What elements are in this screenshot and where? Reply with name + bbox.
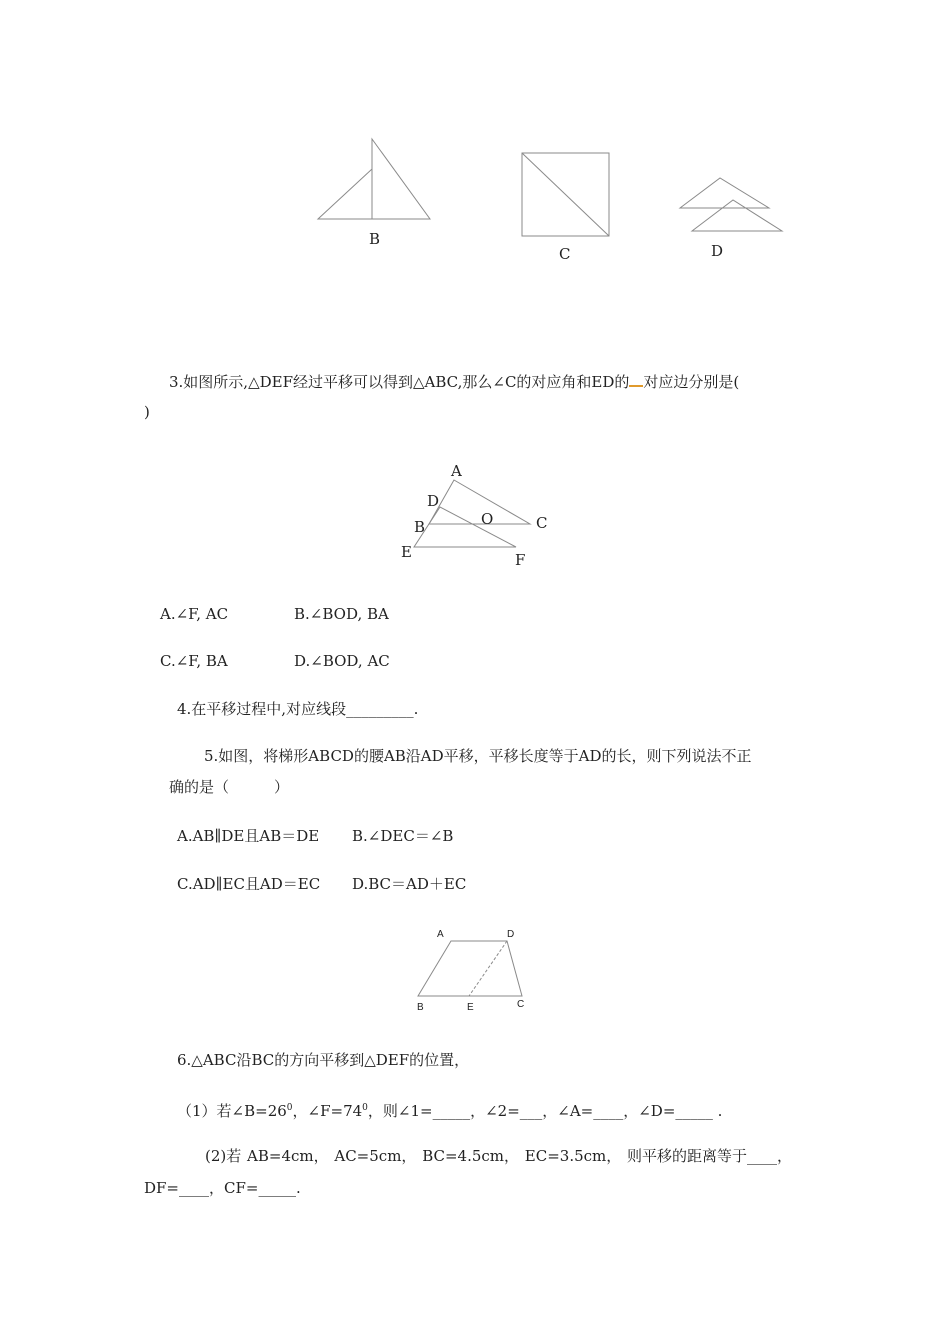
q3-option-d: D.∠BOD, AC <box>294 652 390 670</box>
q3-label-e: E <box>401 543 412 561</box>
q5-label-b: B <box>417 1002 424 1013</box>
q3-label-f: F <box>515 551 526 569</box>
q6-part2-line1: (2)若 AB=4cm， AC=5cm， BC=4.5cm， EC=3.5cm， 则平移的距离等于____， <box>205 1147 793 1165</box>
figure-b-label: B <box>369 230 381 248</box>
q3-text-after: 对应边分别是( <box>643 373 740 391</box>
q4-question: 4.在平移过程中,对应线段_________. <box>177 700 419 718</box>
q5-option-b: B.∠DEC＝∠B <box>352 827 454 845</box>
q6-part1-c: ，则∠1=_____，∠2=___，∠A=____，∠D=_____ . <box>367 1102 723 1120</box>
q5-option-c: C.AD∥EC且AD＝EC <box>177 875 321 893</box>
degree-sup-2: 0 <box>362 1103 368 1113</box>
q3-option-b: B.∠BOD, BA <box>294 605 389 623</box>
figure-c-label: C <box>559 245 571 263</box>
q6-part1-a: （1）若∠B=26 <box>177 1102 287 1120</box>
q5-question-line1: 5.如图，将梯形ABCD的腰AB沿AD平移，平移长度等于AD的长，则下列说法不正 <box>204 747 752 765</box>
q5-label-d: D <box>507 929 515 940</box>
degree-sup-1: 0 <box>286 1103 293 1113</box>
q6-part1 <box>177 1098 722 1121</box>
q3-option-a: A.∠F, AC <box>160 605 229 623</box>
q5-question-line2: 确的是（ ） <box>169 778 290 796</box>
q5-label-c: C <box>517 999 525 1010</box>
q3-label-o: O <box>481 510 494 528</box>
q5-option-a: A.AB∥DE且AB＝DE <box>177 827 320 845</box>
q6-part1-b: ，∠F=74 <box>292 1102 363 1120</box>
q3-label-d: D <box>427 492 440 510</box>
q3-option-c: C.∠F, BA <box>160 652 228 670</box>
q6-part2-line2: DF=____，CF=_____. <box>144 1179 301 1197</box>
q5-option-d: D.BC＝AD＋EC <box>352 875 467 893</box>
q3-text-before: 3.如图所示,△DEF经过平移可以得到△ABC,那么∠C的对应角和ED的 <box>169 373 630 391</box>
q5-label-e: E <box>467 1002 474 1013</box>
q3-label-c: C <box>536 514 548 532</box>
q6-title: 6.△ABC沿BC的方向平移到△DEF的位置， <box>177 1051 470 1069</box>
q3-label-b: B <box>414 518 426 536</box>
q3-label-a: A <box>451 462 462 480</box>
q5-label-a: A <box>437 929 444 940</box>
figure-d-label: D <box>711 242 724 260</box>
q3-question-line2: ) <box>144 403 150 421</box>
